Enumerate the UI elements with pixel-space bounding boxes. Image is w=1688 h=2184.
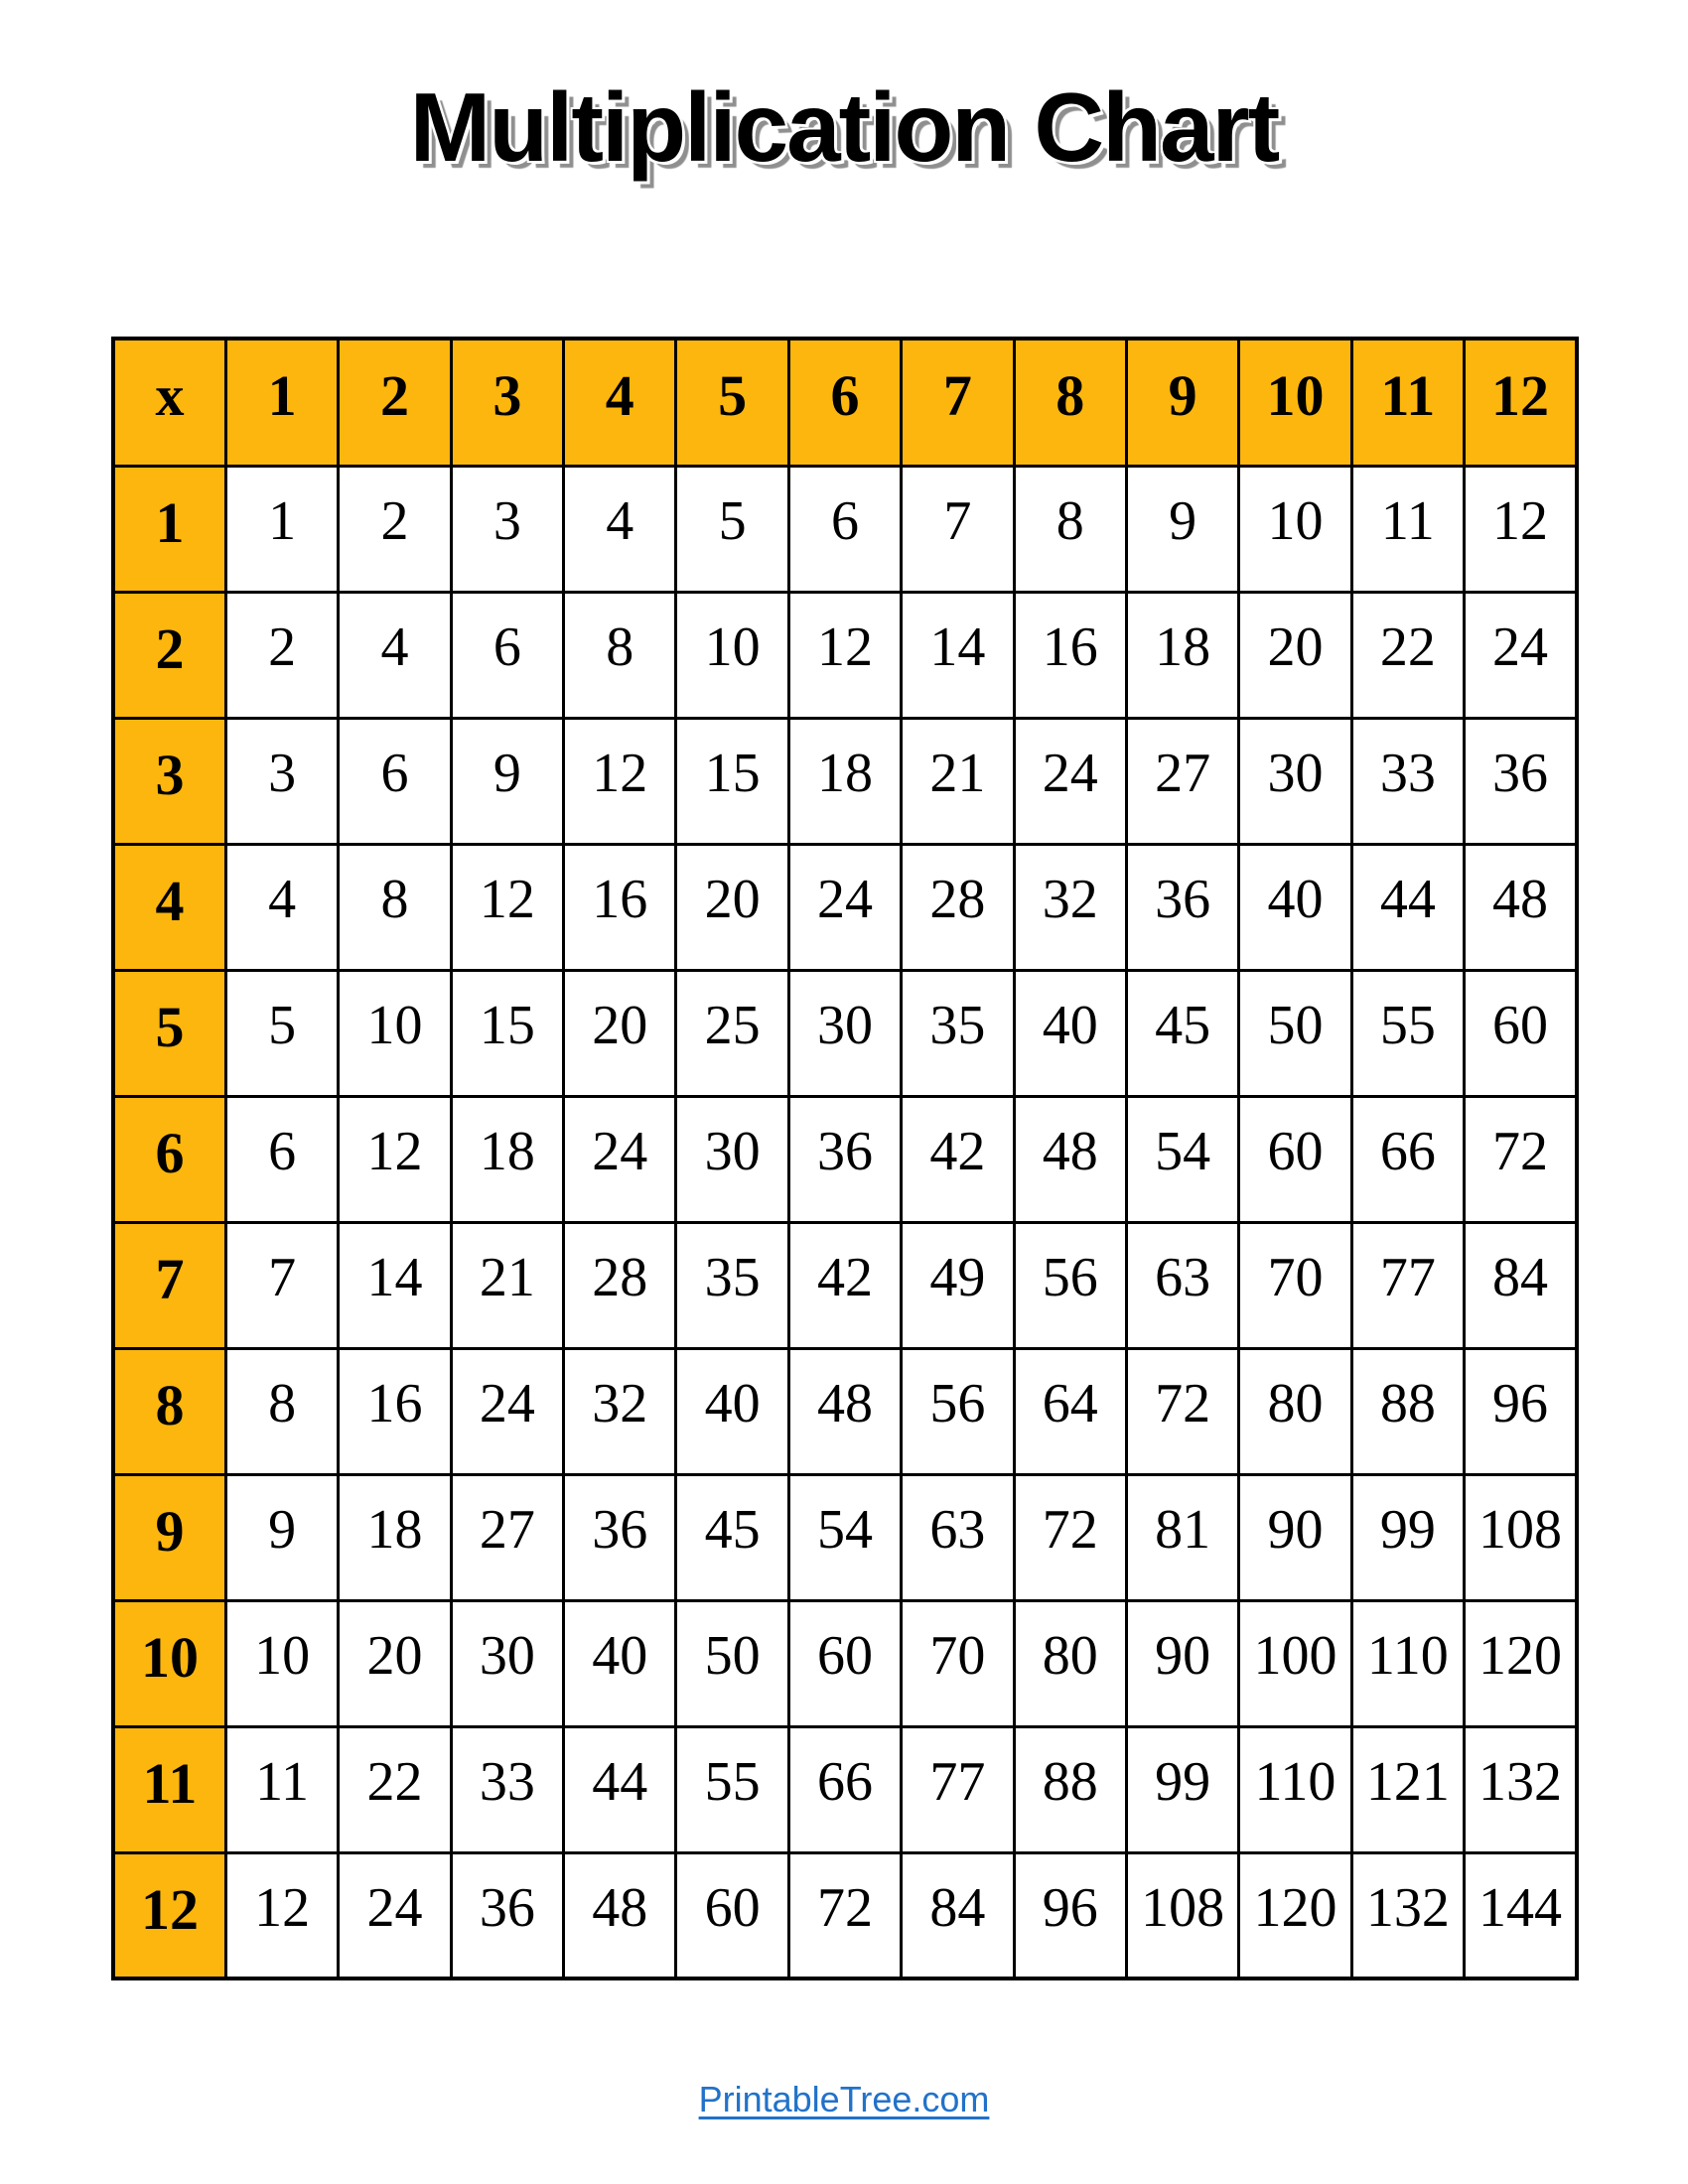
row-header-cell: 7	[113, 1222, 225, 1348]
table-row	[113, 844, 1577, 970]
table-row	[113, 592, 1577, 718]
product-cell: 80	[1239, 1348, 1351, 1474]
product-cell: 36	[1126, 844, 1238, 970]
table-row	[113, 1222, 1577, 1348]
product-cell: 20	[564, 970, 676, 1096]
product-cell: 50	[1239, 970, 1351, 1096]
product-cell: 1	[225, 466, 338, 592]
product-cell: 64	[1014, 1348, 1126, 1474]
product-cell: 9	[225, 1474, 338, 1600]
product-cell: 88	[1351, 1348, 1464, 1474]
product-cell: 48	[1465, 844, 1578, 970]
product-cell: 16	[1014, 592, 1126, 718]
product-cell: 54	[788, 1474, 901, 1600]
footer	[0, 2079, 1688, 2120]
product-cell: 15	[676, 718, 788, 844]
product-cell: 121	[1351, 1726, 1464, 1852]
product-cell: 60	[1465, 970, 1578, 1096]
product-cell: 66	[788, 1726, 901, 1852]
product-cell: 48	[1014, 1096, 1126, 1222]
product-cell: 99	[1351, 1474, 1464, 1600]
header-row	[113, 339, 1577, 466]
column-header-cell: 4	[564, 339, 676, 466]
product-cell: 35	[902, 970, 1014, 1096]
row-header-cell: 2	[113, 592, 225, 718]
row-header-cell: 11	[113, 1726, 225, 1852]
product-cell: 42	[788, 1222, 901, 1348]
product-cell: 3	[451, 466, 563, 592]
product-cell: 4	[339, 592, 451, 718]
product-cell: 90	[1126, 1600, 1238, 1726]
product-cell: 22	[339, 1726, 451, 1852]
product-cell: 40	[1014, 970, 1126, 1096]
row-header-cell: 9	[113, 1474, 225, 1600]
column-header-cell: 5	[676, 339, 788, 466]
product-cell: 96	[1014, 1852, 1126, 1979]
column-header-cell: 1	[225, 339, 338, 466]
product-cell: 80	[1014, 1600, 1126, 1726]
product-cell: 45	[676, 1474, 788, 1600]
product-cell: 48	[564, 1852, 676, 1979]
product-cell: 14	[339, 1222, 451, 1348]
product-cell: 63	[902, 1474, 1014, 1600]
product-cell: 40	[1239, 844, 1351, 970]
table-row	[113, 466, 1577, 592]
product-cell: 72	[1465, 1096, 1578, 1222]
column-header-cell: 9	[1126, 339, 1238, 466]
product-cell: 5	[225, 970, 338, 1096]
product-cell: 8	[564, 592, 676, 718]
product-cell: 108	[1465, 1474, 1578, 1600]
column-header-cell: 8	[1014, 339, 1126, 466]
table-row	[113, 1096, 1577, 1222]
product-cell: 30	[788, 970, 901, 1096]
product-cell: 72	[1014, 1474, 1126, 1600]
product-cell: 120	[1465, 1600, 1578, 1726]
product-cell: 60	[1239, 1096, 1351, 1222]
product-cell: 33	[1351, 718, 1464, 844]
corner-cell: x	[113, 339, 225, 466]
table-row	[113, 1600, 1577, 1726]
product-cell: 45	[1126, 970, 1238, 1096]
product-cell: 72	[1126, 1348, 1238, 1474]
product-cell: 12	[788, 592, 901, 718]
column-header-cell: 10	[1239, 339, 1351, 466]
multiplication-table	[111, 337, 1579, 1980]
product-cell: 20	[1239, 592, 1351, 718]
product-cell: 28	[902, 844, 1014, 970]
table-body	[113, 466, 1577, 1979]
product-cell: 18	[788, 718, 901, 844]
product-cell: 18	[1126, 592, 1238, 718]
column-header-cell: 11	[1351, 339, 1464, 466]
product-cell: 90	[1239, 1474, 1351, 1600]
product-cell: 32	[1014, 844, 1126, 970]
product-cell: 96	[1465, 1348, 1578, 1474]
product-cell: 30	[1239, 718, 1351, 844]
table-row	[113, 1348, 1577, 1474]
row-header-cell: 1	[113, 466, 225, 592]
product-cell: 27	[1126, 718, 1238, 844]
product-cell: 30	[676, 1096, 788, 1222]
product-cell: 108	[1126, 1852, 1238, 1979]
product-cell: 9	[1126, 466, 1238, 592]
product-cell: 110	[1239, 1726, 1351, 1852]
product-cell: 33	[451, 1726, 563, 1852]
product-cell: 132	[1351, 1852, 1464, 1979]
product-cell: 144	[1465, 1852, 1578, 1979]
product-cell: 77	[1351, 1222, 1464, 1348]
table-row	[113, 718, 1577, 844]
product-cell: 24	[451, 1348, 563, 1474]
product-cell: 12	[339, 1096, 451, 1222]
product-cell: 5	[676, 466, 788, 592]
product-cell: 2	[225, 592, 338, 718]
product-cell: 56	[1014, 1222, 1126, 1348]
product-cell: 14	[902, 592, 1014, 718]
product-cell: 54	[1126, 1096, 1238, 1222]
product-cell: 18	[451, 1096, 563, 1222]
product-cell: 36	[564, 1474, 676, 1600]
product-cell: 24	[1465, 592, 1578, 718]
product-cell: 84	[1465, 1222, 1578, 1348]
product-cell: 7	[902, 466, 1014, 592]
product-cell: 20	[676, 844, 788, 970]
product-cell: 6	[225, 1096, 338, 1222]
product-cell: 2	[339, 466, 451, 592]
product-cell: 72	[788, 1852, 901, 1979]
table-row	[113, 1726, 1577, 1852]
column-header-cell: 6	[788, 339, 901, 466]
product-cell: 42	[902, 1096, 1014, 1222]
row-header-cell: 12	[113, 1852, 225, 1979]
product-cell: 3	[225, 718, 338, 844]
product-cell: 30	[451, 1600, 563, 1726]
page-title: Multiplication Chart	[409, 72, 1279, 182]
column-header-cell: 2	[339, 339, 451, 466]
product-cell: 60	[676, 1852, 788, 1979]
product-cell: 12	[225, 1852, 338, 1979]
product-cell: 84	[902, 1852, 1014, 1979]
product-cell: 36	[788, 1096, 901, 1222]
product-cell: 132	[1465, 1726, 1578, 1852]
row-header-cell: 5	[113, 970, 225, 1096]
product-cell: 4	[225, 844, 338, 970]
product-cell: 44	[564, 1726, 676, 1852]
product-cell: 32	[564, 1348, 676, 1474]
product-cell: 12	[1465, 466, 1578, 592]
product-cell: 36	[451, 1852, 563, 1979]
table-row	[113, 970, 1577, 1096]
product-cell: 16	[564, 844, 676, 970]
product-cell: 110	[1351, 1600, 1464, 1726]
product-cell: 63	[1126, 1222, 1238, 1348]
product-cell: 9	[451, 718, 563, 844]
product-cell: 99	[1126, 1726, 1238, 1852]
product-cell: 27	[451, 1474, 563, 1600]
product-cell: 24	[788, 844, 901, 970]
table-header-row	[113, 339, 1577, 466]
column-header-cell: 12	[1465, 339, 1578, 466]
product-cell: 24	[1014, 718, 1126, 844]
product-cell: 11	[225, 1726, 338, 1852]
printabletree-link[interactable]: PrintableTree.com	[698, 2079, 990, 2119]
product-cell: 77	[902, 1726, 1014, 1852]
product-cell: 15	[451, 970, 563, 1096]
product-cell: 70	[902, 1600, 1014, 1726]
product-cell: 44	[1351, 844, 1464, 970]
product-cell: 10	[225, 1600, 338, 1726]
row-header-cell: 10	[113, 1600, 225, 1726]
row-header-cell: 3	[113, 718, 225, 844]
product-cell: 24	[564, 1096, 676, 1222]
row-header-cell: 6	[113, 1096, 225, 1222]
product-cell: 10	[676, 592, 788, 718]
product-cell: 11	[1351, 466, 1464, 592]
product-cell: 56	[902, 1348, 1014, 1474]
product-cell: 66	[1351, 1096, 1464, 1222]
product-cell: 55	[676, 1726, 788, 1852]
product-cell: 50	[676, 1600, 788, 1726]
row-header-cell: 8	[113, 1348, 225, 1474]
product-cell: 8	[339, 844, 451, 970]
product-cell: 21	[451, 1222, 563, 1348]
product-cell: 100	[1239, 1600, 1351, 1726]
product-cell: 40	[564, 1600, 676, 1726]
product-cell: 10	[1239, 466, 1351, 592]
product-cell: 88	[1014, 1726, 1126, 1852]
product-cell: 70	[1239, 1222, 1351, 1348]
product-cell: 49	[902, 1222, 1014, 1348]
product-cell: 6	[788, 466, 901, 592]
product-cell: 21	[902, 718, 1014, 844]
product-cell: 28	[564, 1222, 676, 1348]
product-cell: 60	[788, 1600, 901, 1726]
column-header-cell: 7	[902, 339, 1014, 466]
product-cell: 35	[676, 1222, 788, 1348]
product-cell: 18	[339, 1474, 451, 1600]
product-cell: 10	[339, 970, 451, 1096]
product-cell: 7	[225, 1222, 338, 1348]
product-cell: 8	[1014, 466, 1126, 592]
product-cell: 55	[1351, 970, 1464, 1096]
product-cell: 81	[1126, 1474, 1238, 1600]
product-cell: 6	[339, 718, 451, 844]
product-cell: 22	[1351, 592, 1464, 718]
product-cell: 36	[1465, 718, 1578, 844]
product-cell: 24	[339, 1852, 451, 1979]
product-cell: 12	[564, 718, 676, 844]
column-header-cell: 3	[451, 339, 563, 466]
product-cell: 120	[1239, 1852, 1351, 1979]
product-cell: 6	[451, 592, 563, 718]
product-cell: 20	[339, 1600, 451, 1726]
table-row	[113, 1474, 1577, 1600]
product-cell: 40	[676, 1348, 788, 1474]
product-cell: 4	[564, 466, 676, 592]
table-row	[113, 1852, 1577, 1979]
product-cell: 25	[676, 970, 788, 1096]
product-cell: 12	[451, 844, 563, 970]
product-cell: 8	[225, 1348, 338, 1474]
product-cell: 16	[339, 1348, 451, 1474]
product-cell: 48	[788, 1348, 901, 1474]
row-header-cell: 4	[113, 844, 225, 970]
